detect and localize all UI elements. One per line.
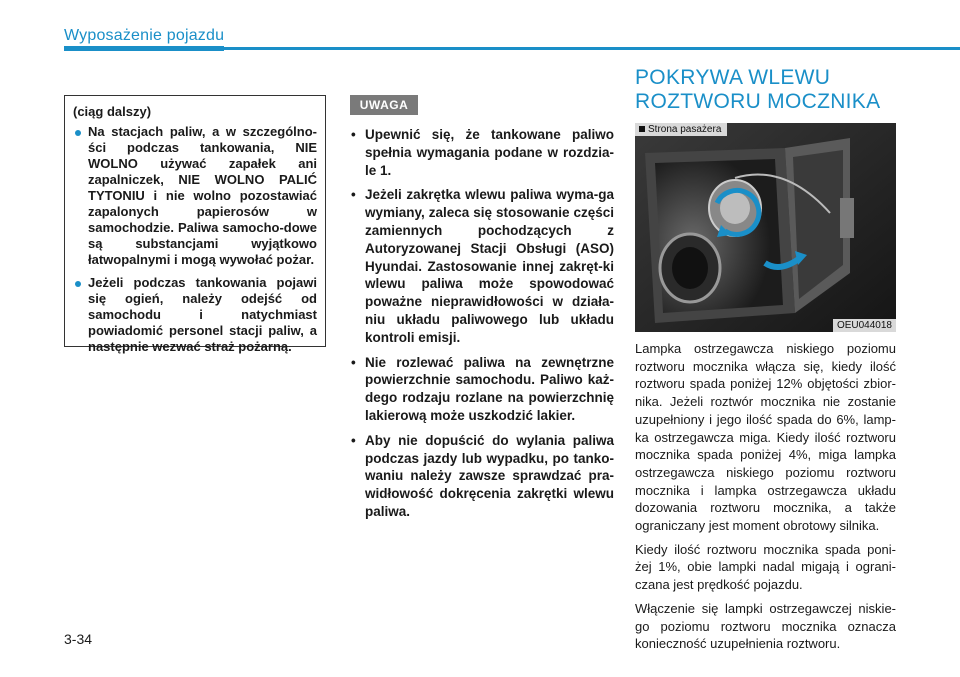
bullet-icon [75,281,81,287]
caution-item-text: Upewnić się, że tankowane paliwo spełnia wymagania podane w rozdzia-le 1. [365,127,614,178]
continuation-label: (ciąg dalszy) [73,104,152,119]
caution-item-text: Nie rozlewać paliwa na zewnętrzne powierzchnie samochodu. Paliwo każ-dego rodzaju rozlane na powierzchnię lakierową może uszkodzić lakier. [365,354,614,423]
urea-filler-photo [635,123,896,332]
section-title-line2: ROZTWORU MOCZNIKA [635,90,881,113]
filler-door-illustration [635,123,896,332]
bullet-icon [75,130,81,136]
body-text [635,340,896,659]
bullet-icon: • [351,187,356,203]
body-paragraph: Włączenie się lampki ostrzegawczej niskie-go poziomu roztworu mocznika oznacza konieczność uzupełnienia roztworu. [635,600,896,652]
caution-item-text: Aby nie dopuścić do wylania paliwa podczas jazdy lub wypadku, po tanko-waniu należy zawsze sprawdzać pra-widłowość dokręcenia zakrętki wlewu paliwa. [365,432,614,519]
warning-item [73,275,317,355]
photo-code: OEU044018 [833,319,896,332]
warning-item-text: Jeżeli podczas tankowania pojawi się ogień, należy odejść od samochodu i natychmiast powiadomić personel stacji paliw, a następnie wezwać straż pożarną. [88,275,317,354]
section-header-title: Wyposażenie pojazdu [64,27,225,44]
caution-item [350,354,614,425]
warning-item-text: Na stacjach paliw, a w szczególno-ści podczas tankowania, NIE WOLNO używać zapałek ani zapalniczek, NIE WOLNO PALIĆ TYTONIU i nie wolno pozostawiać zapalonych papierosów w samochodzie. Paliwa samocho-dowe są substancjami wyjątkowo łatwopalnymi i mogą wywołać pożar. [88,124,317,267]
caution-list [350,126,614,528]
caution-item [350,432,614,521]
caution-item [350,186,614,346]
bullet-icon: • [351,354,356,370]
warning-item [73,124,317,268]
body-paragraph: Lampka ostrzegawcza niskiego poziomu roztworu mocznika włącza się, kiedy ilość roztworu spada poniżej 12% objętości zbior-nika. Jeżeli roztwór mocznika nie zostanie uzupełniony i jego ilość spada do 6%, lamp-ka ostrzegawcza miga. Kiedy ilość roztworu mocznika spada poniżej 4%, miga lampka ostrzegawcza niskiego poziomu roztworu mocznika i lampka ostrzegawcza układu dozowania roztworu mocznika, a także ograniczany jest moment obrotowy silnika. [635,341,896,534]
bullet-icon: • [351,127,356,142]
caution-item [350,126,614,179]
photo-caption-text: Strona pasażera [648,124,722,135]
section-title [635,66,915,114]
page-number: 3-34 [64,631,93,647]
body-paragraph: Kiedy ilość roztworu mocznika spada poni-żej 1%, obie lampki nadal migają i ograni-czana jest prędkość pojazdu. [635,541,896,593]
photo-caption-label [635,123,727,136]
bullet-icon: • [351,432,356,448]
warning-continuation-box [64,95,326,354]
square-marker-icon [639,126,645,132]
section-title-line1: POKRYWA WLEWU [635,66,831,89]
caution-item-text: Jeżeli zakrętka wlewu paliwa wyma-ga wymiany, zaleca się stosowanie części zamiennych pochodzących z Autoryzowanej Stacji Obsługi (ASO) Hyundai. Zastosowanie innej zakręt-ki wlewu paliwa może spowodować poważne nieprawidłowości w działa-niu układu paliwowego lub układu kontroli emisji. [365,187,614,345]
caution-badge: UWAGA [350,95,418,115]
header-rule-accent [64,46,224,51]
